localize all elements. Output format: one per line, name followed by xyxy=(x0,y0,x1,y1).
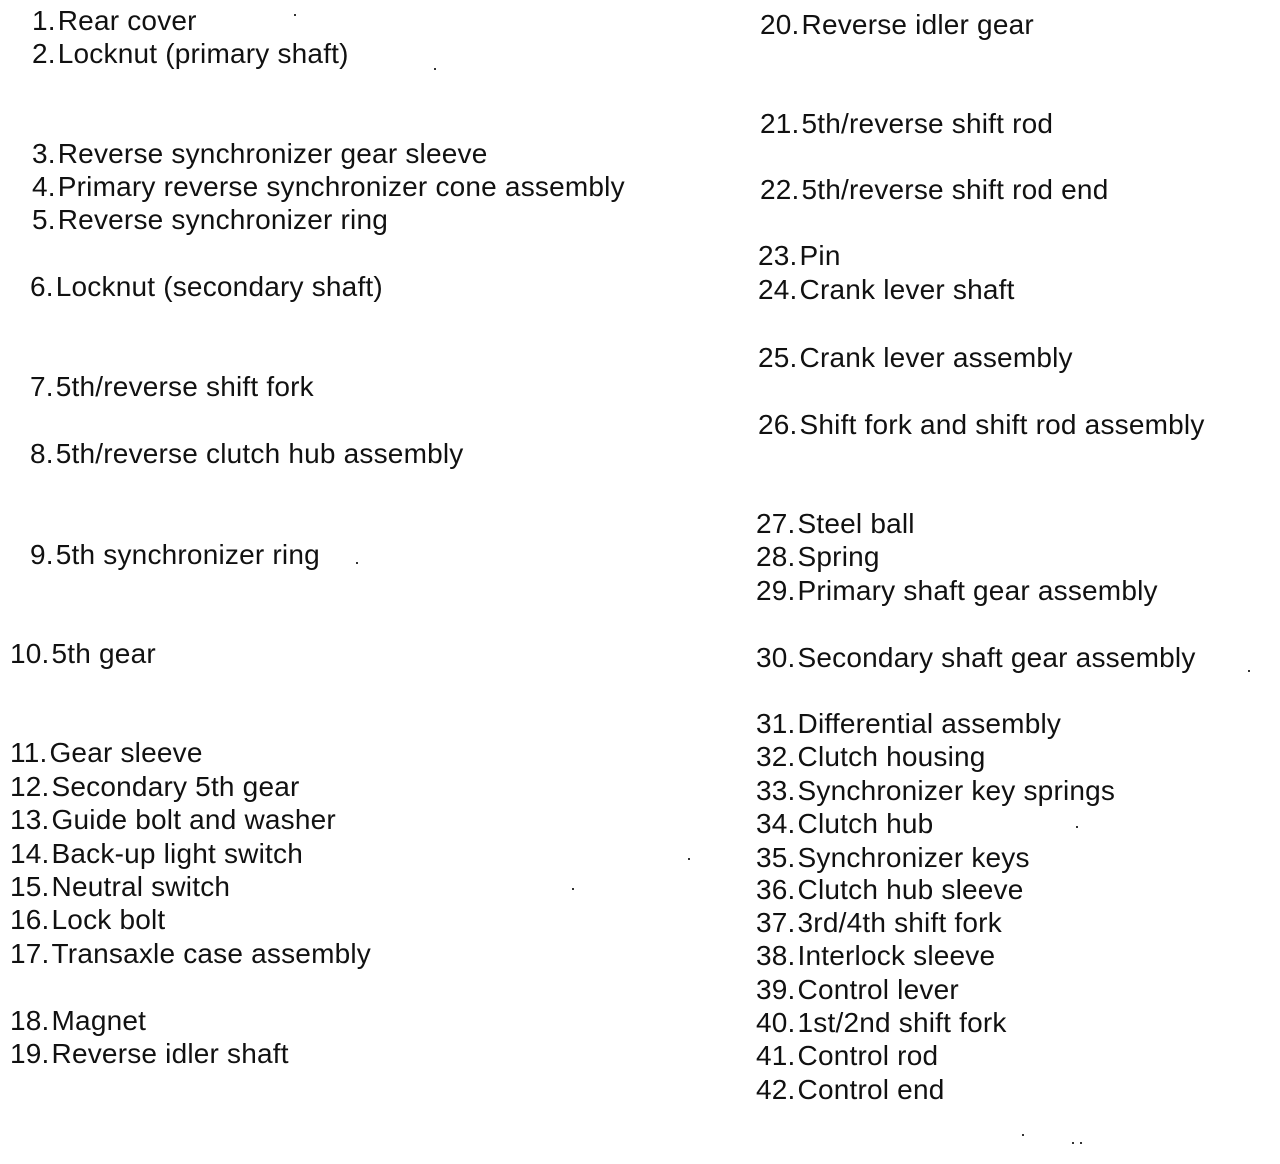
item-label: Pin xyxy=(799,240,841,271)
legend-item xyxy=(30,538,320,572)
legend-item xyxy=(10,770,300,804)
item-label: Steel ball xyxy=(797,508,915,539)
item-number: 3. xyxy=(32,138,56,169)
item-number: 28. xyxy=(756,541,796,572)
legend-item xyxy=(10,837,303,871)
item-label: Spring xyxy=(797,541,880,572)
item-label: 5th/reverse clutch hub assembly xyxy=(55,438,464,469)
legend-item xyxy=(756,807,933,841)
item-number: 41. xyxy=(756,1040,796,1071)
item-label: 5th/reverse shift rod xyxy=(801,108,1054,139)
item-label: Rear cover xyxy=(57,5,197,36)
scan-speck xyxy=(688,858,690,860)
item-label: Guide bolt and washer xyxy=(51,804,336,835)
legend-item xyxy=(32,4,197,38)
item-number: 37. xyxy=(756,907,796,938)
legend-item xyxy=(30,437,464,471)
legend-item xyxy=(756,1006,1007,1040)
legend-item xyxy=(756,841,1030,875)
item-number: 33. xyxy=(756,775,796,806)
legend-item xyxy=(760,8,1034,42)
item-number: 7. xyxy=(30,371,54,402)
item-number: 24. xyxy=(758,274,798,305)
item-label: 5th/reverse shift fork xyxy=(55,371,314,402)
item-label: Reverse synchronizer gear sleeve xyxy=(57,138,488,169)
item-label: 5th synchronizer ring xyxy=(55,539,320,570)
legend-item xyxy=(756,641,1196,675)
item-label: Primary shaft gear assembly xyxy=(797,575,1158,606)
item-number: 11. xyxy=(10,737,48,768)
item-number: 26. xyxy=(758,409,798,440)
item-number: 5. xyxy=(32,204,56,235)
legend-item xyxy=(10,937,371,971)
item-number: 17. xyxy=(10,938,50,969)
item-label: Clutch hub xyxy=(797,808,934,839)
item-label: Locknut (secondary shaft) xyxy=(55,271,383,302)
scan-speck xyxy=(1072,1142,1074,1144)
item-label: Magnet xyxy=(51,1005,147,1036)
legend-item xyxy=(758,273,1015,307)
legend-item xyxy=(756,939,995,973)
item-number: 38. xyxy=(756,940,796,971)
item-number: 12. xyxy=(10,771,50,802)
legend-item xyxy=(32,137,487,171)
item-label: Crank lever assembly xyxy=(799,342,1073,373)
legend-item xyxy=(32,170,625,204)
scan-speck xyxy=(294,14,296,16)
scan-speck xyxy=(1248,670,1250,672)
legend-item xyxy=(758,239,841,273)
item-label: Control lever xyxy=(797,974,959,1005)
legend-item xyxy=(10,903,165,937)
item-label: Clutch housing xyxy=(797,741,986,772)
legend-item xyxy=(756,1073,945,1107)
item-number: 29. xyxy=(756,575,796,606)
legend-item xyxy=(756,973,959,1007)
legend-item xyxy=(756,740,986,774)
item-number: 6. xyxy=(30,271,54,302)
scan-speck xyxy=(1080,1142,1082,1144)
legend-item xyxy=(756,774,1115,808)
item-number: 15. xyxy=(10,871,50,902)
item-label: Neutral switch xyxy=(51,871,231,902)
item-label: Crank lever shaft xyxy=(799,274,1015,305)
item-number: 13. xyxy=(10,804,50,835)
scan-speck xyxy=(434,68,436,70)
item-label: Differential assembly xyxy=(797,708,1062,739)
legend-item xyxy=(30,370,314,404)
item-label: Shift fork and shift rod assembly xyxy=(799,409,1205,440)
legend-item xyxy=(760,107,1053,141)
scan-speck xyxy=(1076,826,1078,828)
item-label: Synchronizer keys xyxy=(797,842,1030,873)
legend-item xyxy=(756,707,1061,741)
item-number: 10. xyxy=(10,638,50,669)
item-number: 20. xyxy=(760,9,800,40)
item-label: Lock bolt xyxy=(51,904,166,935)
scan-speck xyxy=(1022,1134,1024,1136)
item-label: 3rd/4th shift fork xyxy=(797,907,1002,938)
legend-item xyxy=(756,540,880,574)
item-number: 4. xyxy=(32,171,56,202)
item-number: 18. xyxy=(10,1005,50,1036)
item-label: Back-up light switch xyxy=(51,838,303,869)
item-number: 40. xyxy=(756,1007,796,1038)
legend-item xyxy=(10,736,203,770)
legend-item xyxy=(758,408,1205,442)
item-label: Reverse synchronizer ring xyxy=(57,204,389,235)
item-number: 14. xyxy=(10,838,50,869)
item-label: Locknut (primary shaft) xyxy=(57,38,349,69)
item-number: 34. xyxy=(756,808,796,839)
item-label: Clutch hub sleeve xyxy=(797,874,1024,905)
item-number: 35. xyxy=(756,842,796,873)
scan-speck xyxy=(356,562,358,564)
legend-item xyxy=(758,341,1073,375)
item-number: 42. xyxy=(756,1074,796,1105)
legend-item xyxy=(760,173,1108,207)
item-number: 9. xyxy=(30,539,54,570)
item-label: Reverse idler shaft xyxy=(51,1038,289,1069)
legend-item xyxy=(32,203,388,237)
legend-item xyxy=(10,637,156,671)
item-label: Interlock sleeve xyxy=(797,940,996,971)
item-number: 30. xyxy=(756,642,796,673)
item-number: 22. xyxy=(760,174,800,205)
legend-item xyxy=(756,507,915,541)
legend-item xyxy=(10,1037,289,1071)
item-label: Control rod xyxy=(797,1040,939,1071)
legend-item xyxy=(756,574,1158,608)
item-label: Control end xyxy=(797,1074,945,1105)
item-number: 31. xyxy=(756,708,796,739)
scan-speck xyxy=(572,888,574,890)
legend-item xyxy=(756,873,1024,907)
item-label: 5th/reverse shift rod end xyxy=(801,174,1109,205)
item-label: Reverse idler gear xyxy=(801,9,1034,40)
legend-item xyxy=(10,803,336,837)
item-label: Transaxle case assembly xyxy=(51,938,371,969)
legend-item xyxy=(10,1004,146,1038)
legend-item xyxy=(32,37,349,71)
legend-item xyxy=(756,1039,938,1073)
item-number: 8. xyxy=(30,438,54,469)
item-label: Gear sleeve xyxy=(49,737,203,768)
item-number: 32. xyxy=(756,741,796,772)
legend-item xyxy=(30,270,383,304)
item-number: 1. xyxy=(32,5,56,36)
item-label: Primary reverse synchronizer cone assembly xyxy=(57,171,625,202)
legend-item xyxy=(756,906,1002,940)
item-label: Synchronizer key springs xyxy=(797,775,1116,806)
item-number: 16. xyxy=(10,904,50,935)
item-number: 36. xyxy=(756,874,796,905)
item-number: 21. xyxy=(760,108,800,139)
item-number: 23. xyxy=(758,240,798,271)
item-number: 2. xyxy=(32,38,56,69)
item-number: 27. xyxy=(756,508,796,539)
item-label: 5th gear xyxy=(51,638,156,669)
item-number: 25. xyxy=(758,342,798,373)
item-label: Secondary shaft gear assembly xyxy=(797,642,1196,673)
item-number: 19. xyxy=(10,1038,50,1069)
legend-item xyxy=(10,870,230,904)
item-number: 39. xyxy=(756,974,796,1005)
item-label: Secondary 5th gear xyxy=(51,771,300,802)
item-label: 1st/2nd shift fork xyxy=(797,1007,1007,1038)
